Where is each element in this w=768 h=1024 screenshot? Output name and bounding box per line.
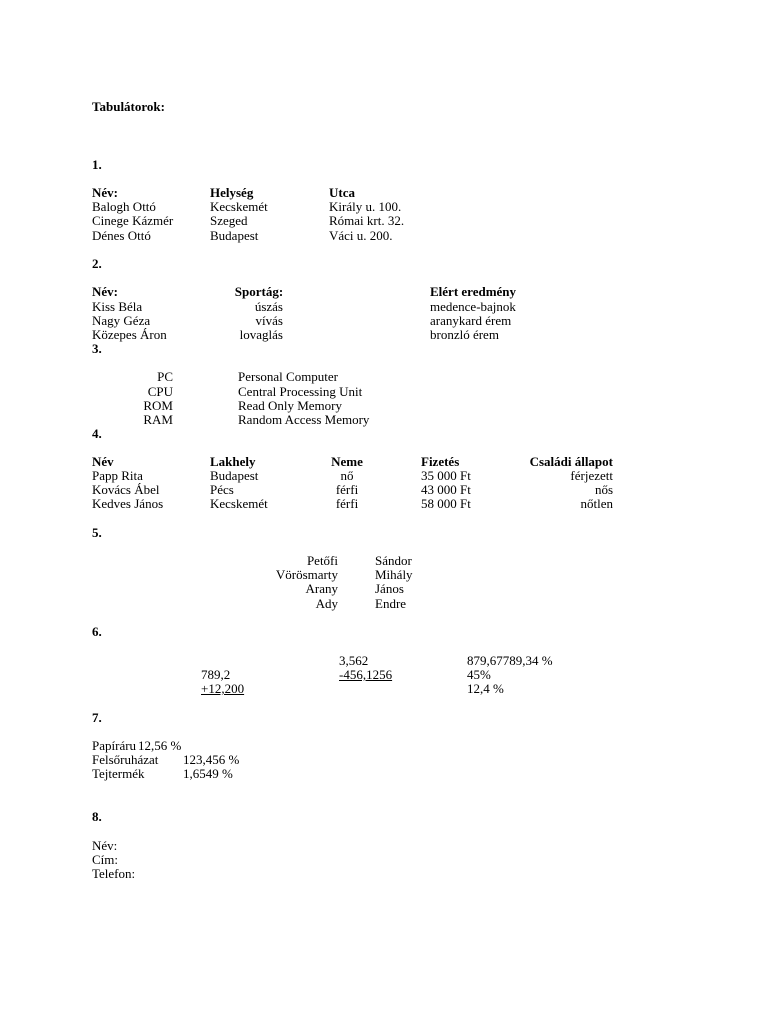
s4-cell: Pécs	[210, 482, 234, 497]
s5-lastname: Vörösmarty	[275, 567, 338, 582]
s2-cell: bronzló érem	[430, 327, 499, 342]
s8-label-address: Cím:	[92, 852, 119, 867]
s5-lastname: Petőfi	[306, 553, 338, 568]
s8-label-phone: Telefon:	[92, 866, 136, 881]
s2-cell: aranykard érem	[430, 313, 512, 328]
s4-cell: férfi	[335, 496, 359, 511]
s1-cell: Balogh Ottó	[92, 199, 156, 214]
s2-cell: Kiss Béla	[92, 299, 143, 314]
section-1-number: 1.	[92, 157, 102, 172]
s6-value: 3,562	[339, 653, 369, 668]
s4-cell: 43 000 Ft	[421, 482, 471, 497]
s3-abbrev: ROM	[143, 398, 173, 413]
s4-cell: Papp Rita	[92, 468, 143, 483]
s7-value: 123,456 %	[183, 752, 240, 767]
s3-meaning: Read Only Memory	[238, 398, 342, 413]
s5-firstname: János	[375, 581, 404, 596]
s6-value: 789,2	[201, 667, 231, 682]
s1-cell: Cinege Kázmér	[92, 213, 174, 228]
s1-cell: Budapest	[210, 228, 259, 243]
s2-cell: Nagy Géza	[92, 313, 151, 328]
s4-header-marital: Családi állapot	[529, 454, 613, 469]
section-6-number: 6.	[92, 624, 102, 639]
s4-cell: Kovács Ábel	[92, 482, 160, 497]
s3-abbrev: CPU	[147, 384, 173, 399]
page-title: Tabulátorok:	[92, 99, 165, 114]
s2-cell: vívás	[255, 313, 283, 328]
s4-cell: nős	[594, 482, 613, 497]
s4-header-residence: Lakhely	[210, 454, 256, 469]
section-8-number: 8.	[92, 809, 102, 824]
s4-cell: férjezett	[570, 468, 613, 483]
s2-cell: lovaglás	[239, 327, 283, 342]
s4-cell: Kedves János	[92, 496, 164, 511]
s5-lastname: Arany	[305, 581, 338, 596]
section-3-number: 3.	[92, 341, 102, 356]
s3-meaning: Random Access Memory	[238, 412, 370, 427]
s4-cell: nő	[340, 468, 354, 483]
s1-cell: Szeged	[210, 213, 248, 228]
s4-header-salary: Fizetés	[421, 454, 460, 469]
s2-cell: Közepes Áron	[92, 327, 167, 342]
s4-cell: nőtlen	[580, 496, 613, 511]
s3-abbrev: RAM	[143, 412, 173, 427]
s1-header-street: Utca	[329, 185, 355, 200]
s4-cell: 58 000 Ft	[421, 496, 471, 511]
s7-value: 12,56 %	[138, 738, 182, 753]
s3-abbrev: PC	[157, 369, 173, 384]
s1-cell: Dénes Ottó	[92, 228, 151, 243]
s7-value: 1,6549 %	[183, 766, 233, 781]
s1-header-name: Név:	[92, 185, 118, 200]
s4-header-gender: Neme	[331, 454, 363, 469]
s4-cell: Budapest	[210, 468, 259, 483]
s5-lastname: Ady	[315, 596, 338, 611]
s4-cell: 35 000 Ft	[421, 468, 471, 483]
s7-label: Papíráru	[92, 738, 137, 753]
s6-value-underlined: -456,1256	[339, 667, 393, 682]
s4-cell: férfi	[335, 482, 359, 497]
s7-label: Tejtermék	[92, 766, 145, 781]
s4-header-name: Név	[92, 454, 114, 469]
s6-value: 879,67789,34 %	[467, 653, 553, 668]
s5-firstname: Endre	[375, 596, 407, 611]
s8-label-name: Név:	[92, 838, 118, 853]
s1-cell: Római krt. 32.	[329, 213, 405, 228]
s3-meaning: Central Processing Unit	[238, 384, 363, 399]
s4-cell: Kecskemét	[210, 496, 268, 511]
s1-header-city: Helység	[210, 185, 254, 200]
s6-value: 12,4 %	[467, 681, 504, 696]
s5-firstname: Sándor	[375, 553, 412, 568]
s3-meaning: Personal Computer	[238, 369, 339, 384]
section-4-number: 4.	[92, 426, 102, 441]
s2-header-name: Név:	[92, 284, 118, 299]
s6-value: 45%	[467, 667, 491, 682]
s6-value-underlined: +12,200	[201, 681, 245, 696]
section-7-number: 7.	[92, 710, 102, 725]
s2-header-result: Elért eredmény	[430, 284, 517, 299]
s7-label: Felsőruházat	[92, 752, 159, 767]
s2-header-sport: Sportág:	[234, 284, 284, 299]
section-5-number: 5.	[92, 525, 102, 540]
s2-cell: úszás	[254, 299, 283, 314]
s5-firstname: Mihály	[375, 567, 413, 582]
s1-cell: Király u. 100.	[329, 199, 402, 214]
s2-cell: medence-bajnok	[430, 299, 516, 314]
s1-cell: Váci u. 200.	[329, 228, 393, 243]
s1-cell: Kecskemét	[210, 199, 268, 214]
section-2-number: 2.	[92, 256, 102, 271]
